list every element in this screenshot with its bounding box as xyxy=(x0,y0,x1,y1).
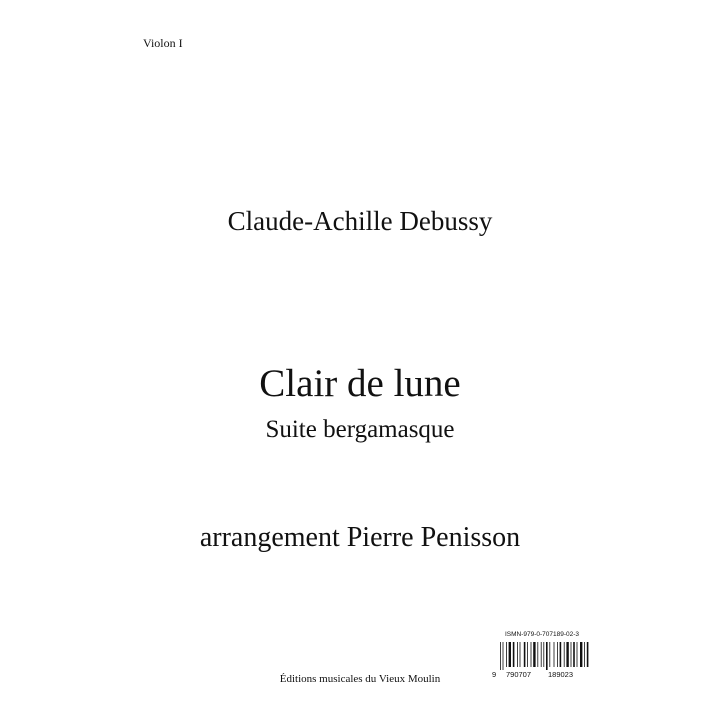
barcode-bar xyxy=(564,642,565,667)
arrangement-credit: arrangement Pierre Penisson xyxy=(199,522,521,553)
barcode-bar xyxy=(549,642,550,667)
barcode-bar xyxy=(506,642,507,667)
barcode-bar xyxy=(517,642,518,667)
barcode-bar xyxy=(571,642,572,667)
barcode-bar xyxy=(554,642,555,667)
barcode-bar xyxy=(513,642,515,667)
barcode-bar xyxy=(527,642,528,667)
ismn-label: ISMN-979-0-707189-02-3 xyxy=(504,631,580,638)
work-title: Clair de lune xyxy=(259,362,461,405)
barcode-bar xyxy=(580,642,582,667)
barcode-bar xyxy=(531,642,532,667)
publisher-name: Éditions musicales du Vieux Moulin xyxy=(279,673,441,685)
barcode-bar xyxy=(524,642,526,667)
barcode-digits xyxy=(492,670,592,679)
barcode-bar xyxy=(509,642,511,667)
barcode-image xyxy=(492,642,592,670)
barcode-bar xyxy=(566,642,568,667)
barcode-block xyxy=(492,631,592,679)
work-subtitle: Suite bergamasque xyxy=(265,416,455,443)
barcode-bar xyxy=(520,642,521,667)
barcode-bar xyxy=(557,642,558,667)
barcode-bar xyxy=(560,642,562,667)
barcode-bar xyxy=(587,642,589,667)
barcode-bar xyxy=(577,642,578,667)
barcode-bar xyxy=(584,642,585,667)
barcode-bar xyxy=(533,642,535,667)
composer-name: Claude-Achille Debussy xyxy=(227,206,493,236)
barcode-digits-left: 790707 xyxy=(506,670,532,679)
barcode-bar xyxy=(546,642,548,670)
barcode-bar xyxy=(541,642,542,667)
barcode-bar xyxy=(503,642,504,670)
barcode-bar xyxy=(573,642,575,667)
barcode-bar xyxy=(500,642,501,670)
barcode-bar xyxy=(537,642,538,667)
barcode-bar xyxy=(543,642,544,667)
barcode-digits-right: 189023 xyxy=(548,670,574,679)
barcode-digit-first: 9 xyxy=(492,670,497,679)
part-label: Violon I xyxy=(143,36,183,50)
